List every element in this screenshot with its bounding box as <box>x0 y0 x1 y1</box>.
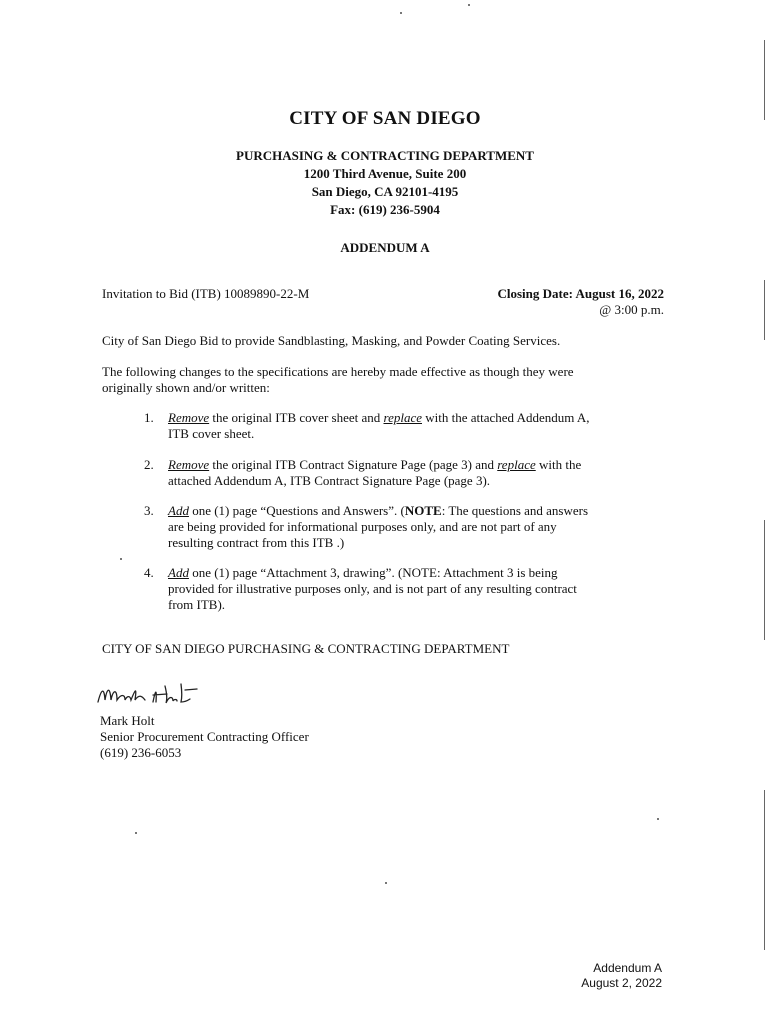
item-text <box>168 410 648 442</box>
item-text <box>168 457 648 489</box>
item-line-3: resulting contract from this ITB .) <box>168 535 345 550</box>
item-number: 1. <box>144 410 154 425</box>
scan-speck <box>385 882 387 884</box>
page-title: CITY OF SAN DIEGO <box>289 108 481 129</box>
item-text-a: one (1) page “Questions and Answers”. ( <box>188 503 405 518</box>
changes-intro-line-1: The following changes to the specifications are hereby made effective as though they were <box>102 364 574 379</box>
closing-date <box>440 286 664 302</box>
scan-speck <box>657 818 659 820</box>
signer-block <box>100 713 309 761</box>
item-text-a: one (1) page “Attachment 3, drawing”. (NOTE: Attachment 3 is being <box>188 565 558 580</box>
department-block <box>0 147 770 219</box>
scan-edge-mark <box>764 790 765 950</box>
item-line-2: provided for illustrative purposes only, and is not part of any resulting contract <box>168 581 577 596</box>
signer-phone: (619) 236-6053 <box>100 745 182 760</box>
changes-intro <box>102 364 662 396</box>
signer-name: Mark Holt <box>100 713 155 728</box>
footer-line-1: Addendum A <box>593 961 662 975</box>
itb-number: Invitation to Bid (ITB) 10089890-22-M <box>102 286 310 301</box>
addendum-title: ADDENDUM A <box>340 240 430 255</box>
item-verb: Remove <box>168 457 210 472</box>
changes-intro-line-2: originally shown and/or written: <box>102 380 270 395</box>
handwritten-signature <box>95 680 205 714</box>
address-line-2: San Diego, CA 92101-4195 <box>311 184 459 199</box>
item-text-a: the original ITB Contract Signature Page (page 3) and <box>209 457 498 472</box>
scan-edge-mark <box>764 520 765 640</box>
item-text-b: with the <box>535 457 582 472</box>
item-line-2: attached Addendum A, ITB Contract Signature Page (page 3). <box>168 473 491 488</box>
item-number: 4. <box>144 565 154 580</box>
item-number: 3. <box>144 503 154 518</box>
item-number: 2. <box>144 457 154 472</box>
footer-line-2: August 2, 2022 <box>581 976 662 990</box>
item-line-2: are being provided for informational purposes only, and are not part of any <box>168 519 557 534</box>
item-text-b: : The questions and answers <box>441 503 589 518</box>
closing-department: CITY OF SAN DIEGO PURCHASING & CONTRACTING DEPARTMENT <box>102 641 510 656</box>
item-text-b: with the attached Addendum A, <box>422 410 590 425</box>
item-text <box>168 565 648 613</box>
closing-date-value: August 16, 2022 <box>575 286 664 301</box>
intro-text: City of San Diego Bid to provide Sandblasting, Masking, and Powder Coating Services. <box>102 333 561 348</box>
item-text <box>168 503 648 551</box>
item-verb-2: replace <box>383 410 422 425</box>
item-text-a: the original ITB cover sheet and <box>209 410 384 425</box>
item-note: NOTE <box>404 503 442 518</box>
signer-title: Senior Procurement Contracting Officer <box>100 729 309 744</box>
item-verb: Add <box>168 503 189 518</box>
item-verb-2: replace <box>497 457 536 472</box>
scan-speck <box>135 832 137 834</box>
item-line-2: ITB cover sheet. <box>168 426 255 441</box>
closing-label: Closing Date: <box>497 286 573 301</box>
scan-edge-mark <box>764 280 765 340</box>
footer <box>540 961 662 991</box>
fax-number: Fax: (619) 236-5904 <box>330 202 440 217</box>
scan-speck <box>468 4 470 6</box>
item-verb: Remove <box>168 410 210 425</box>
scan-speck <box>400 12 402 14</box>
address-line-1: 1200 Third Avenue, Suite 200 <box>303 166 467 181</box>
department-name: PURCHASING & CONTRACTING DEPARTMENT <box>236 148 534 163</box>
item-line-3: from ITB). <box>168 597 226 612</box>
closing-time: @ 3:00 p.m. <box>599 302 664 317</box>
item-verb: Add <box>168 565 189 580</box>
scan-speck <box>120 558 122 560</box>
scan-edge-mark <box>764 40 765 120</box>
